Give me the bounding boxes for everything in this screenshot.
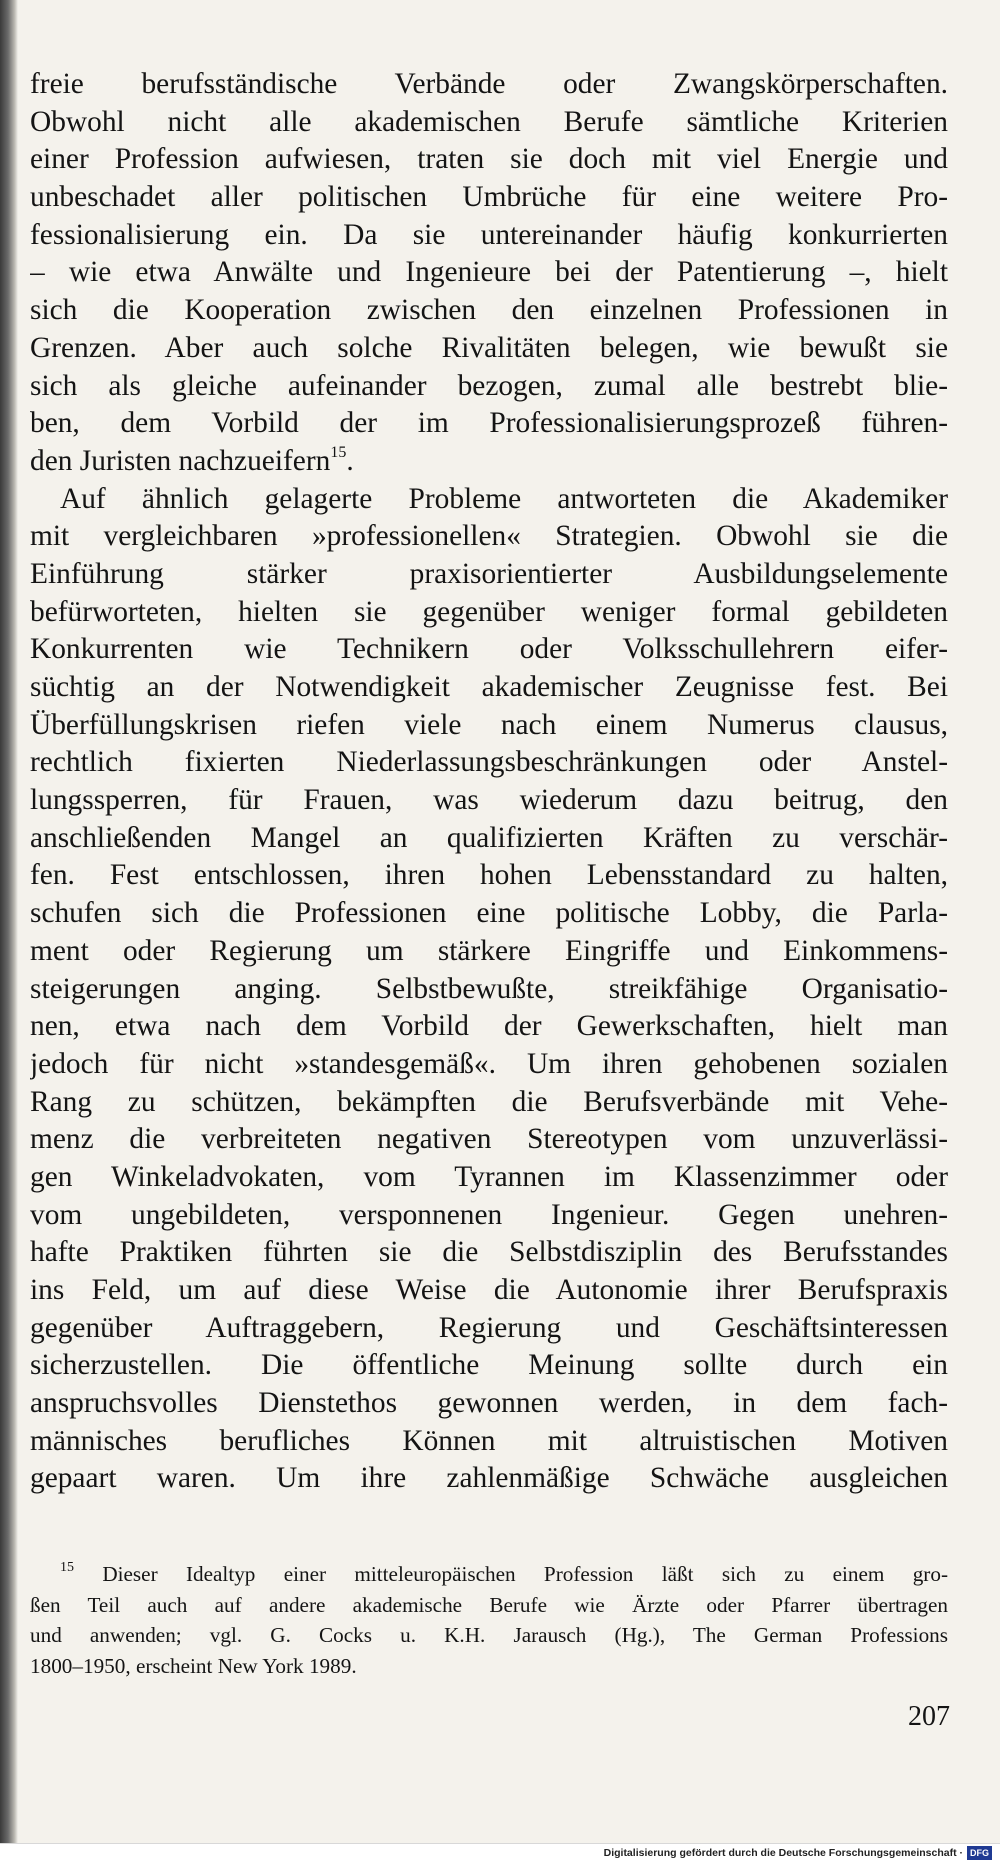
text-line: Rang zu schützen, bekämpften die Berufsverbände mit Vehe- [30,1085,948,1118]
text-line: steigerungen anging. Selbstbewußte, streikfähige Organisatio- [30,972,948,1005]
paragraph-1 [30,66,948,481]
scan-binding-shadow [0,0,18,1866]
page-number: 207 [908,1701,950,1732]
paragraph-2 [30,481,948,1499]
footnote-text: Dieser Idealtyp einer mitteleuropäischen Profession läßt sich zu einem gro- [102,1562,948,1586]
text-line: unbeschadet aller politischen Umbrüche für eine weitere Pro- [30,181,948,214]
footnote-reference[interactable]: 15 [330,444,347,462]
footnote-number: 15 [60,1559,74,1575]
footnote-section [30,1559,948,1681]
text-line: männisches berufliches Können mit altruistischen Motiven [30,1424,948,1457]
main-text [30,66,948,1498]
text-line: hafte Praktiken führten sie die Selbstdisziplin des Berufsstandes [30,1236,948,1269]
text-line: ben, dem Vorbild der im Professionalisierungsprozeß führen- [30,407,948,440]
text-line: jedoch für nicht »standesgemäß«. Um ihren gehobenen sozialen [30,1047,948,1080]
text-line: ment oder Regierung um stärkere Eingriffe und Einkommens- [30,934,948,967]
text-line: anschließenden Mangel an qualifizierten Kräften zu verschär- [30,821,948,854]
footnote-line: ßen Teil auch auf andere akademische Berufe wie Ärzte oder Pfarrer übertragen [30,1592,948,1617]
text-line: Grenzen. Aber auch solche Rivalitäten belegen, wie bewußt sie [30,331,948,364]
text-line: gepaart waren. Um ihre zahlenmäßige Schwäche ausgleichen [30,1462,948,1495]
dfg-logo-icon: DFG [967,1846,992,1860]
text-line: rechtlich fixierten Niederlassungsbeschränkungen oder Anstel- [30,746,948,779]
text-line: Einführung stärker praxisorientierter Ausbildungselemente [30,557,948,590]
text-line: nen, etwa nach dem Vorbild der Gewerkschaften, hielt man [30,1010,948,1043]
text-line: vom ungebildeten, versponnenen Ingenieur. Gegen unehren- [30,1198,948,1231]
text-line: schufen sich die Professionen eine politische Lobby, die Parla- [30,897,948,930]
text-line: gen Winkeladvokaten, vom Tyrannen im Klassenzimmer oder [30,1160,948,1193]
text-line: fessionalisierung ein. Da sie untereinander häufig konkurrierten [30,218,948,251]
text-line: menz die verbreiteten negativen Stereotypen vom unzuverlässi- [30,1123,948,1156]
text-line: sich als gleiche aufeinander bezogen, zumal alle bestrebt blie- [30,369,948,402]
text-line: einer Profession aufwiesen, traten sie doch mit viel Energie und [30,143,948,176]
footnote-line: und anwenden; vgl. G. Cocks u. K.H. Jarausch (Hg.), The German Professions [30,1623,948,1647]
text-line: anspruchsvolles Dienstethos gewonnen werden, in dem fach- [30,1387,948,1420]
footnote-line: 1800–1950, erscheint New York 1989. [30,1653,357,1678]
text-line: freie berufsständische Verbände oder Zwangskörperschaften. [30,68,948,100]
text-line: – wie etwa Anwälte und Ingenieure bei der Patentierung –, hielt [30,256,948,289]
text-line: gegenüber Auftraggebern, Regierung und Geschäftsinteressen [30,1311,948,1344]
text-line: Obwohl nicht alle akademischen Berufe sämtliche Kriterien [30,105,948,138]
text-line: süchtig an der Notwendigkeit akademischer Zeugnisse fest. Bei [30,671,948,703]
text-line: mit vergleichbaren »professionellen« Strategien. Obwohl sie die [30,520,948,553]
text-line-content: den Juristen nachzueifern [30,444,331,477]
text-line-first: Auf ähnlich gelagerte Probleme antworteten die Akademiker [60,482,948,515]
text-line: sicherzustellen. Die öffentliche Meinung sollte durch ein [30,1349,948,1382]
credit-text: Digitalisierung gefördert durch die Deutsche Forschungsgemeinschaft · [603,1847,963,1859]
text-line: sich die Kooperation zwischen den einzelnen Professionen in [30,294,948,327]
text-line: lungssperren, für Frauen, was wiederum dazu beitrug, den [30,784,948,817]
text-line: befürworteten, hielten sie gegenüber weniger formal gebildeten [30,595,948,628]
footnote-line [30,1559,948,1590]
text-line: Überfüllungskrisen riefen viele nach einem Numerus clausus, [30,708,948,741]
text-line: ins Feld, um auf diese Weise die Autonomie ihrer Berufspraxis [30,1274,948,1306]
text-line: Konkurrenten wie Technikern oder Volksschullehrern eifer- [30,633,948,666]
sentence-period: . [346,444,354,477]
text-line: fen. Fest entschlossen, ihren hohen Lebensstandard zu halten, [30,859,948,892]
text-line-last [30,443,948,481]
digitization-credit [604,1846,992,1860]
